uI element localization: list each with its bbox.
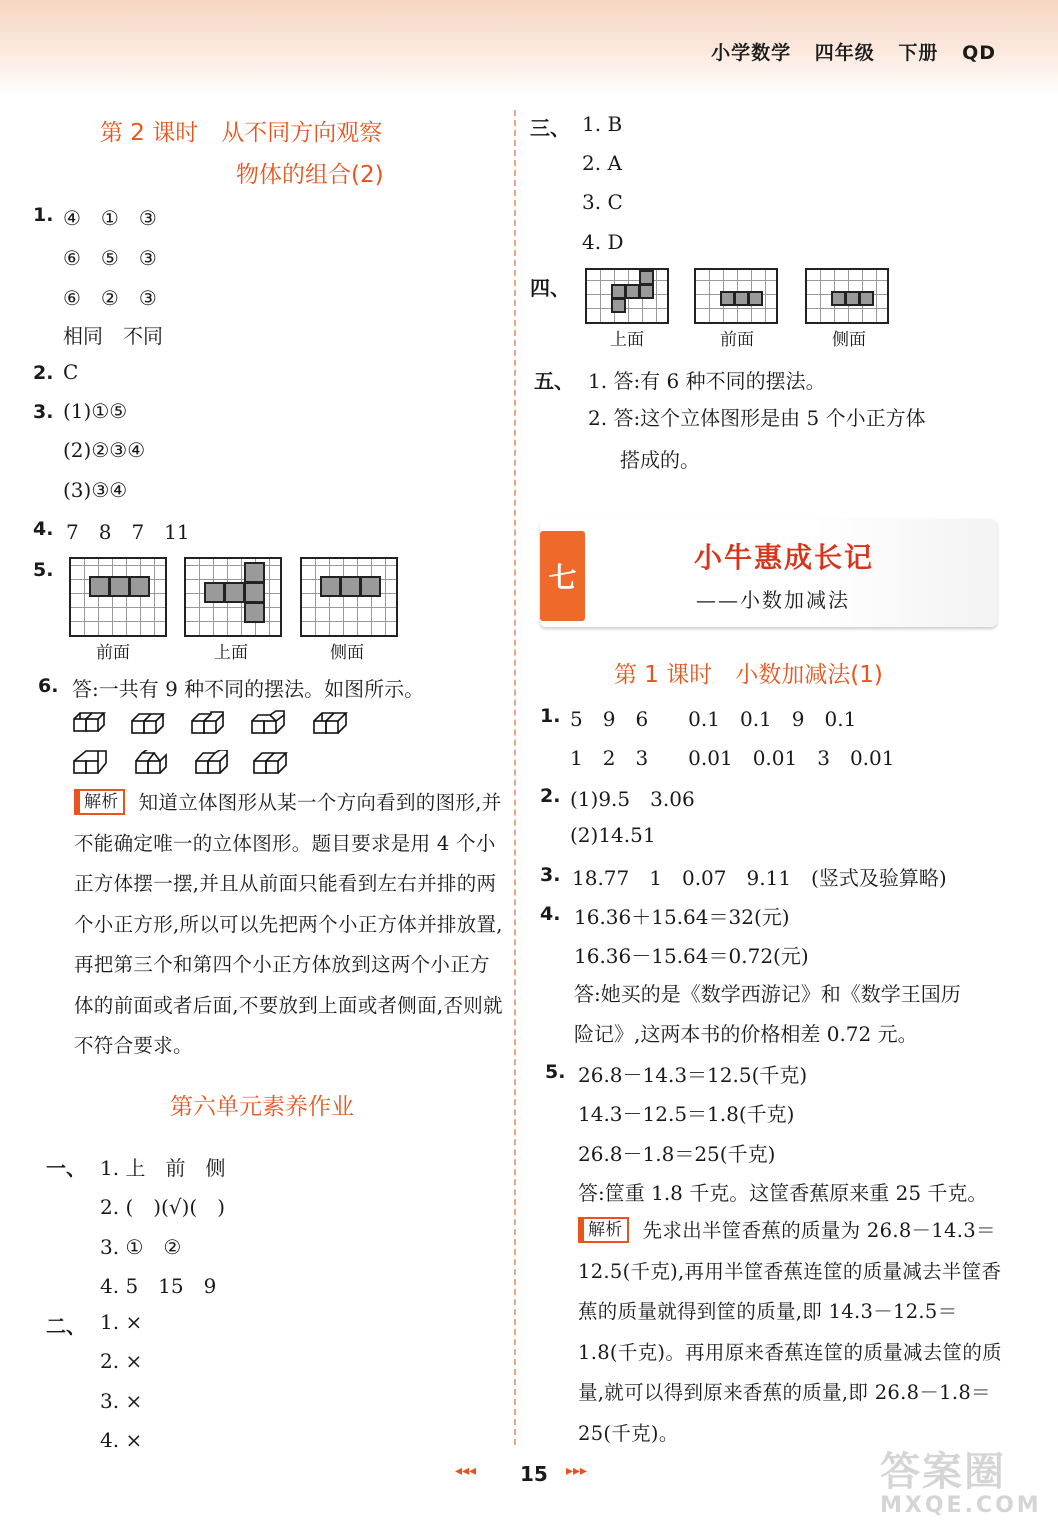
section2-label: 二、 — [46, 1314, 86, 1338]
rq4-line2: 16.36－15.64＝0.72(元) — [574, 944, 809, 968]
left-analysis — [74, 783, 506, 1067]
section2-item: 1. × — [100, 1310, 143, 1334]
cube-arrangement-icon — [312, 710, 348, 736]
header-subject: 小学数学 — [711, 42, 792, 64]
cube-arrangement-icon — [72, 750, 108, 776]
rq5-line1: 26.8－14.3＝12.5(千克) — [578, 1063, 808, 1087]
grid-cell — [244, 562, 265, 583]
grid-cell — [845, 291, 860, 306]
section1-item: 1. 上 前 侧 — [100, 1156, 226, 1180]
q3-number: 3. — [33, 401, 54, 423]
grid-cell — [224, 582, 245, 603]
q5-number: 5. — [33, 559, 54, 581]
rq5-number: 5. — [545, 1061, 566, 1083]
header-edition: QD — [962, 42, 996, 64]
column-divider — [514, 110, 516, 1445]
next-arrows-icon: ▸▸▸ — [566, 1463, 588, 1479]
section3-item: 4. D — [582, 230, 624, 254]
cube-arrangement-icon — [72, 710, 108, 736]
watermark-logo — [880, 1440, 1050, 1530]
section3-label: 三、 — [530, 116, 570, 140]
section1-item: 2. ( )(√)( ) — [100, 1195, 225, 1219]
q5-side-view-grid — [300, 557, 398, 637]
rq2-number: 2. — [540, 785, 561, 807]
grid-cell — [320, 576, 341, 597]
grid-cell — [611, 284, 626, 299]
q1-line4: 相同 不同 — [63, 324, 163, 348]
lesson-title-line1: 第 2 课时 从不同方向观察 — [100, 120, 383, 146]
q1-line3: ⑥ ② ③ — [63, 286, 157, 310]
right-analysis-text: 先求出半筐香蕉的质量为 26.8－14.3＝12.5(千克),再用半筐香蕉连筐的质量减去半筐香蕉的质量就得到筐的质量,即 14.3－12.5＝1.8(千克)。再用原来香蕉连筐的质量减去筐的质量,就可以得到原来香蕉的质量,即 26.8－1.8＝25(千克)。 — [578, 1219, 1002, 1445]
q1-line1: ④ ① ③ — [63, 206, 157, 230]
cube-arrangement-icon — [252, 750, 288, 776]
q4-answer: 7 8 7 11 — [66, 520, 190, 544]
grid-cell — [639, 284, 654, 299]
unit-subtitle: ——小数加减法 — [696, 588, 850, 612]
grid-cell — [639, 270, 654, 285]
q3-line1: (1)①⑤ — [63, 399, 128, 423]
q5-label-side: 侧面 — [330, 643, 364, 663]
cube-arrangement-icon — [194, 750, 230, 776]
lesson-title-right: 第 1 课时 小数加减法(1) — [614, 662, 883, 688]
rq1-number: 1. — [540, 705, 561, 727]
s4-label-top: 上面 — [610, 330, 644, 350]
s4-label-front: 前面 — [720, 330, 754, 350]
analysis-tag: 解析 — [74, 789, 125, 815]
grid-cell — [244, 582, 265, 603]
rq5-line4: 答:筐重 1.8 千克。这筐香蕉原来重 25 千克。 — [578, 1181, 988, 1205]
cube-arrangement-icon — [130, 710, 166, 736]
grid-cell — [244, 602, 265, 623]
q3-line3: (3)③④ — [63, 478, 128, 502]
prev-arrows-icon: ◂◂◂ — [455, 1463, 477, 1479]
section1-item: 4. 5 15 9 — [100, 1274, 217, 1298]
section5-item2: 2. 答:这个立体图形是由 5 个小正方体 — [588, 406, 926, 430]
s4-front-view-grid — [694, 268, 778, 324]
cube-arrangement-icon — [134, 750, 170, 776]
rq3-answer: 18.77 1 0.07 9.11 (竖式及验算略) — [572, 866, 947, 890]
section5-item1: 1. 答:有 6 种不同的摆法。 — [588, 369, 826, 393]
s4-top-view-grid — [585, 268, 669, 324]
q2-number: 2. — [33, 362, 54, 384]
rq4-line1: 16.36＋15.64＝32(元) — [574, 905, 790, 929]
grid-cell — [129, 576, 150, 597]
section5-item2-cont: 搭成的。 — [620, 448, 700, 472]
q6-answer: 答:一共有 9 种不同的摆法。如图所示。 — [72, 677, 425, 701]
cube-arrangement-icon — [190, 710, 226, 736]
rq5-line2: 14.3－12.5＝1.8(千克) — [578, 1102, 795, 1126]
q5-front-view-grid — [69, 557, 167, 637]
q1-number: 1. — [33, 204, 54, 226]
section1-label: 一、 — [46, 1156, 86, 1180]
analysis-tag: 解析 — [578, 1217, 629, 1243]
section3-item: 1. B — [582, 112, 623, 136]
grid-cell — [720, 291, 735, 306]
unit-number-tab: 七 — [540, 531, 585, 621]
rq4-line4: 险记》,这两本书的价格相差 0.72 元。 — [574, 1022, 918, 1046]
grid-cell — [611, 298, 626, 313]
grid-cell — [625, 284, 640, 299]
section2-item: 3. × — [100, 1389, 143, 1413]
grid-cell — [748, 291, 763, 306]
rq1-line1: 5 9 6 0.1 0.1 9 0.1 — [570, 707, 857, 731]
section2-item: 4. × — [100, 1428, 143, 1452]
unit6-title: 第六单元素养作业 — [170, 1094, 354, 1120]
s4-label-side: 侧面 — [832, 330, 866, 350]
left-analysis-text: 知道立体图形从某一个方向看到的图形,并不能确定唯一的立体图形。题目要求是用 4 个小正方体摆一摆,并且从前面只能看到左右并排的两个小正方形,所以可以先把两个小正方体并排放置,再把第三个和第四个小正方体放到这两个小正方体的前面或者后面,不要放到上面或者侧面,否则就不符合要求。 — [74, 791, 503, 1057]
rq2-line1: (1)9.5 3.06 — [570, 787, 695, 811]
header-grade: 四年级 — [814, 42, 875, 64]
rq1-line2: 1 2 3 0.01 0.01 3 0.01 — [570, 746, 895, 770]
q5-label-front: 前面 — [96, 643, 130, 663]
grid-cell — [360, 576, 381, 597]
q2-answer: C — [63, 360, 79, 384]
rq2-line2: (2)14.51 — [570, 823, 656, 847]
page-number: 15 — [520, 1462, 548, 1486]
q4-number: 4. — [33, 518, 54, 540]
rq4-number: 4. — [540, 903, 561, 925]
section3-item: 2. A — [582, 151, 622, 175]
q5-top-view-grid — [184, 557, 282, 637]
grid-cell — [109, 576, 130, 597]
section2-item: 2. × — [100, 1349, 143, 1373]
grid-cell — [859, 291, 874, 306]
watermark-url: MXQE.COM — [880, 1493, 1042, 1518]
header-volume: 下册 — [898, 42, 939, 64]
grid-cell — [89, 576, 110, 597]
section4-label: 四、 — [530, 276, 570, 300]
watermark-text: 答案圈 — [880, 1449, 1006, 1495]
section3-item: 3. C — [582, 190, 623, 214]
rq5-line3: 26.8－1.8＝25(千克) — [578, 1142, 776, 1166]
right-analysis — [578, 1211, 1008, 1454]
q3-line2: (2)②③④ — [63, 438, 146, 462]
unit-title: 小牛惠成长记 — [694, 541, 875, 574]
grid-cell — [831, 291, 846, 306]
s4-side-view-grid — [805, 268, 889, 324]
rq4-line3: 答:她买的是《数学西游记》和《数学王国历 — [574, 982, 961, 1006]
grid-cell — [204, 582, 225, 603]
section1-item: 3. ① ② — [100, 1235, 182, 1259]
lesson-title-line2: 物体的组合(2) — [236, 162, 384, 188]
q5-label-top: 上面 — [214, 643, 248, 663]
q1-line2: ⑥ ⑤ ③ — [63, 246, 157, 270]
section5-label: 五、 — [534, 369, 574, 393]
grid-cell — [734, 291, 749, 306]
rq3-number: 3. — [540, 864, 561, 886]
cube-arrangement-icon — [250, 710, 286, 736]
q6-number: 6. — [38, 675, 59, 697]
grid-cell — [340, 576, 361, 597]
book-header — [695, 38, 996, 65]
